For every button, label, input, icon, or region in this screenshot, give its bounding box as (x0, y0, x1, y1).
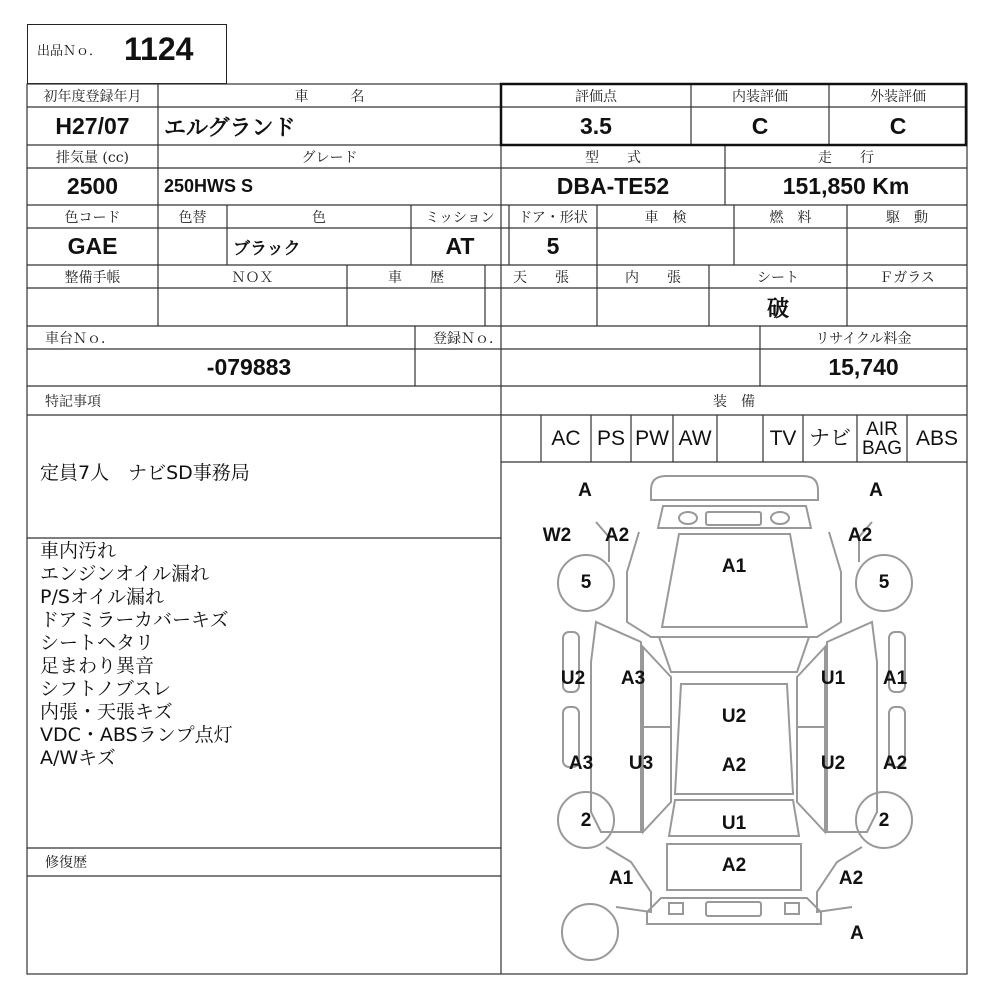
chassis-number-value: -079883 (206, 354, 292, 380)
remark-line: ドアミラーカバーキズ (40, 609, 229, 631)
maintenance-book-label: 整備手帳 (64, 269, 121, 286)
score-label: 評価点 (575, 88, 617, 105)
mission-label: ミッション (425, 209, 495, 226)
lot-number-label: 出品Ｎｏ． (37, 44, 103, 59)
exterior-grade-value: C (889, 112, 907, 139)
equipment-item-tv: TV (769, 427, 797, 450)
equipment-item-pw: PW (635, 427, 669, 450)
remark-line: エンジンオイル漏れ (40, 563, 210, 585)
mark-front-right-tire: 5 (878, 572, 890, 593)
mark-right-rear-a2: A2 (882, 753, 908, 774)
mileage-value: 151,850 Km (782, 173, 910, 199)
recycle-fee-label: リサイクル料金 (815, 330, 912, 347)
interior-trim-label: 内 張 (625, 269, 681, 286)
car-name-value: エルグランド (164, 114, 296, 140)
mark-trunk-a2: A2 (721, 855, 747, 876)
repaint-label: 色替 (178, 209, 207, 226)
remark-line: 内張・天張キズ (40, 701, 173, 723)
mark-roof-a2: A2 (721, 755, 747, 776)
color-code-value: GAE (67, 233, 118, 259)
headliner-label: 天 張 (513, 269, 569, 286)
registration-number-label: 登録Ｎｏ． (433, 330, 503, 347)
front-glass-label: Ｆガラス (879, 269, 935, 286)
mark-left-rear-u3: U3 (628, 753, 654, 774)
color-code-label: 色コード (64, 209, 121, 226)
grade-value: 250HWS S (164, 176, 254, 196)
mark-front-left-a2: A2 (604, 525, 630, 546)
chassis-number-label: 車台Ｎｏ． (45, 330, 115, 347)
mark-front-left: A (578, 480, 592, 501)
mark-rear-bumper: A (850, 923, 864, 944)
remark-line: A/Wキズ (40, 747, 116, 769)
remark-line: シフトノブスレ (40, 678, 172, 700)
seat-label: シート (757, 269, 799, 286)
mileage-label: 走 行 (818, 149, 874, 166)
mark-front-wiper: W2 (542, 525, 572, 546)
repair-history-label: 修復歴 (45, 855, 87, 871)
seat-value: 破 (766, 295, 789, 321)
mission-value: AT (445, 233, 475, 259)
equipment-item-ac: AC (551, 427, 581, 450)
interior-grade-value: C (751, 112, 769, 139)
equipment-item-aw: AW (678, 427, 712, 450)
mark-rear-right-a2: A2 (838, 868, 864, 889)
mark-roof-u2: U2 (721, 706, 747, 727)
mark-front-right-a2: A2 (847, 525, 873, 546)
vehicle-history-label: 車 歴 (388, 269, 444, 286)
color-value: ブラック (233, 239, 301, 258)
door-shape-label: ドア・形状 (518, 209, 588, 226)
equipment-item-navi: ナビ (809, 427, 851, 450)
mark-left-u2: U2 (560, 668, 586, 689)
remarks-label: 特記事項 (45, 393, 101, 410)
remark-line: シートヘタリ (40, 632, 155, 654)
displacement-label: 排気量 (cc) (55, 149, 130, 166)
equipment-item-abs: ABS (915, 427, 959, 450)
equipment-item-ps: PS (596, 427, 625, 450)
remark-line: 車内汚れ (40, 540, 117, 562)
drive-label: 駆 動 (886, 209, 928, 226)
first-registration-value: H27/07 (55, 112, 130, 139)
mark-rear-left-a1: A1 (608, 868, 634, 889)
mark-left-rear-a3: A3 (568, 753, 594, 774)
door-shape-value: 5 (546, 233, 560, 259)
color-label: 色 (312, 209, 326, 226)
remark-line: VDC・ABSランプ点灯 (40, 724, 233, 746)
remark-line: P/Sオイル漏れ (40, 586, 164, 608)
mark-left-a3: A3 (620, 668, 646, 689)
mark-rear-glass-u1: U1 (721, 813, 747, 834)
first-registration-label: 初年度登録年月 (43, 88, 142, 105)
lot-number: 1124 (124, 31, 194, 67)
car-name-label: 車 名 (294, 88, 365, 105)
equipment-label: 装 備 (713, 393, 755, 410)
remark-line: 足まわり異音 (40, 655, 155, 677)
displacement-value: 2500 (66, 173, 119, 199)
fuel-label: 燃 料 (769, 209, 812, 226)
mark-bonnet: A1 (721, 556, 747, 577)
mark-front-right: A (869, 480, 883, 501)
interior-grade-label: 内装評価 (732, 88, 788, 105)
remarks-text: 定員7人 ナビSD事務局 (40, 462, 250, 484)
mark-right-a1: A1 (882, 668, 908, 689)
mark-rear-right-tire: 2 (878, 810, 890, 831)
model-value: DBA-TE52 (556, 173, 670, 199)
mark-right-rear-u2: U2 (820, 753, 846, 774)
recycle-fee-value: 15,740 (828, 354, 899, 380)
model-label: 型 式 (585, 149, 641, 166)
grade-label: グレード (301, 149, 358, 166)
mark-front-left-tire: 5 (580, 572, 592, 593)
mark-rear-left-tire: 2 (580, 810, 592, 831)
equipment-item-airbag: AIR BAG (861, 418, 903, 459)
score-value: 3.5 (580, 112, 612, 139)
exterior-grade-label: 外装評価 (870, 88, 926, 105)
nox-label: ＮＯＸ (231, 269, 274, 286)
mark-right-u1: U1 (820, 668, 846, 689)
inspection-label: 車 検 (644, 209, 687, 226)
